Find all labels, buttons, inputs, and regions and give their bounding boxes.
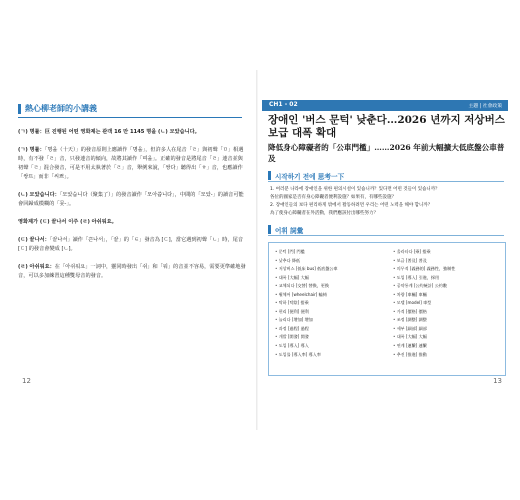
explanation-text: 「명을（十天）」的發音原則上應讀作「명을」，但許多人在尾音「ㄹ」與初聲「ㅁ」相遇時，有不發「ㄹ」音，只發連音的傾向，故將其讀作「며을」。正確的發音是將尾音「ㄹ」連音並與初聲「ㄹ」混合發音，可是不用太執著於「ㄹ」音，舉例來說，「쌍다」聽得出「ㅎ」音，也應讀作「쌍뜨」而非「씨쁘」。 <box>18 147 244 180</box>
vocab-item: • 도입 [導入] 引進，採用 <box>393 274 499 283</box>
vocab-section-header <box>268 224 504 236</box>
section-divider <box>268 181 504 182</box>
think-section-title: 시작하기 전에 思考一下 <box>275 173 345 181</box>
discussion-questions <box>270 186 504 218</box>
vocab-item: • 휠체어 [wheelchair] 輪椅 <box>275 291 381 300</box>
right-page <box>262 80 512 420</box>
vocab-item: • 올라타다 [乘] 搭乘 <box>393 248 499 257</box>
explanation-paragraph <box>18 263 246 281</box>
section-accent-bar <box>268 225 271 234</box>
lecture-note-header <box>18 102 242 116</box>
vocab-item: • 연계 [連繫] 連繫 <box>393 342 499 351</box>
vocab-item: • 문턱 [門] 門檻 <box>275 248 381 257</box>
vocab-item: • 모델 [model] 車型 <box>393 299 499 308</box>
chapter-label: CH1 - 02 <box>269 101 298 108</box>
headline-korean: 장애인 '버스 문턱' 낮춘다…2026 년까지 저상버스 보급 대폭 확대 <box>268 114 505 139</box>
example-sentence-2: 영화제가 (ㄷ) 끝나서 이주 (ㄹ) 아쉬워요。 <box>18 219 117 225</box>
question-korean: 2. 장애인들의 보다 편리하게 밖에서 활동하려면 우리는 어떤 노력을 해야 합니까？ <box>270 203 433 208</box>
explanation-paragraph <box>18 236 246 254</box>
section-divider <box>268 235 504 236</box>
header-accent-bar <box>18 104 21 114</box>
vocab-item: • 개발 [開發] 開發 <box>275 333 381 342</box>
explanation-paragraph <box>18 191 246 209</box>
vocab-item: • 도입률 [導入率] 導入率 <box>275 351 381 360</box>
explanation-label: (ㄴ) 모았습니다： <box>18 192 60 198</box>
vocab-item: • 저상버스 [低床 bus] 低底盤公車 <box>275 265 381 274</box>
vocab-item: • 보급 [普及] 普及 <box>393 257 499 266</box>
page-number-right: 13 <box>493 377 502 385</box>
vocab-item: • 추진 [推進] 推動 <box>393 351 499 360</box>
vocab-item: • 가격 [價格] 價格 <box>393 308 499 317</box>
vocab-item: • 편리 [便利] 便利 <box>275 308 381 317</box>
vocab-section-title: 어휘 詞彙 <box>275 227 304 235</box>
vocab-item: • 늘리다 [增加] 增加 <box>275 316 381 325</box>
vocab-item: • 도입 [導入] 導入 <box>275 342 381 351</box>
vocab-item: • 조정 [調整] 調整 <box>393 316 499 325</box>
book-gutter <box>256 70 258 430</box>
vocab-item: • 교체되다 [交替] 替換，更換 <box>275 282 381 291</box>
topic-tags: 主題 | 社會政策 <box>468 104 502 109</box>
explanation-paragraph <box>18 146 246 182</box>
example-sentence-1: (ㄱ) 명률：巨 진행된 어떤 영화제는 관객 16 만 1145 명을 (ㄴ) 모았습니다。 <box>18 129 200 135</box>
vocab-item: • 탁하 [탁陰] 搭乘 <box>275 299 381 308</box>
vocab-item: • 낮추다 降低 <box>275 257 381 266</box>
vocab-column-left <box>275 248 381 359</box>
vocab-item: • 세부 [細部] 細部 <box>393 325 499 334</box>
vocab-item: • 차량 [車輛] 車輛 <box>393 291 499 300</box>
explanation-label: (ㄱ) 명률： <box>18 147 45 153</box>
question-korean: 1. 여러분 나라에 장애인을 위한 편의시설이 있습니까？있다면 어떤 것들이 있습니까？ <box>270 187 440 192</box>
vocab-item: • 공약통계 [公約統計] 公約數 <box>393 282 499 291</box>
vocab-column-right <box>393 248 499 359</box>
left-page <box>10 80 250 420</box>
vocab-item: • 의무적 [義務的] 義務性，強制性 <box>393 265 499 274</box>
explanation-text: 在「아쉬워요」一詞中，靈同時發出「쉬」和「워」的音並不容易，需要更準確地發音，可以多加練習這種雙母音的發音。 <box>18 264 246 279</box>
page-number-left: 12 <box>22 377 31 385</box>
lecture-note-title: 熱心柳老師的小講義 <box>25 104 97 113</box>
explanation-label: (ㄹ) 아쉬워요： <box>18 264 55 270</box>
explanation-label: (ㄷ) 끝나서： <box>18 237 50 243</box>
vocab-item: • 과정 [過程] 過程 <box>275 325 381 334</box>
header-divider <box>18 117 242 118</box>
vocab-item: • 대폭 [大幅] 大幅 <box>393 333 499 342</box>
lecture-note-body <box>18 128 246 290</box>
headline-chinese: 降低身心障礙者的「公車門檻」……2026 年前大幅擴大低底盤公車普及 <box>268 143 505 163</box>
vocab-box <box>268 242 506 376</box>
explanation-text: 「모았습니다（聚集了）」的發音讀作「모아씁니다」，中間的「모았-」的讀音可能會回歸成模糊的「뭇-」。 <box>18 192 244 207</box>
question-chinese: 為了使身心障礙者在外活動，我們應該付出哪些努力？ <box>270 211 378 216</box>
think-section-header <box>268 170 504 182</box>
section-accent-bar <box>268 171 271 180</box>
chapter-header-bar <box>262 100 508 111</box>
question-chinese: 各位的國家是否有身心障礙者便利設施？如果有，有哪些設施？ <box>270 195 396 200</box>
explanation-text: 「끝나서」讀作「끈나서」，「끝」的「ㅌ」發音為 [ㄷ]，當它遇到初聲「ㄴ」時，尾音 [ㄷ] 的發音會變成 [ㄴ]。 <box>18 237 244 252</box>
vocab-item: • 대폭 [大幅] 大幅 <box>275 274 381 283</box>
